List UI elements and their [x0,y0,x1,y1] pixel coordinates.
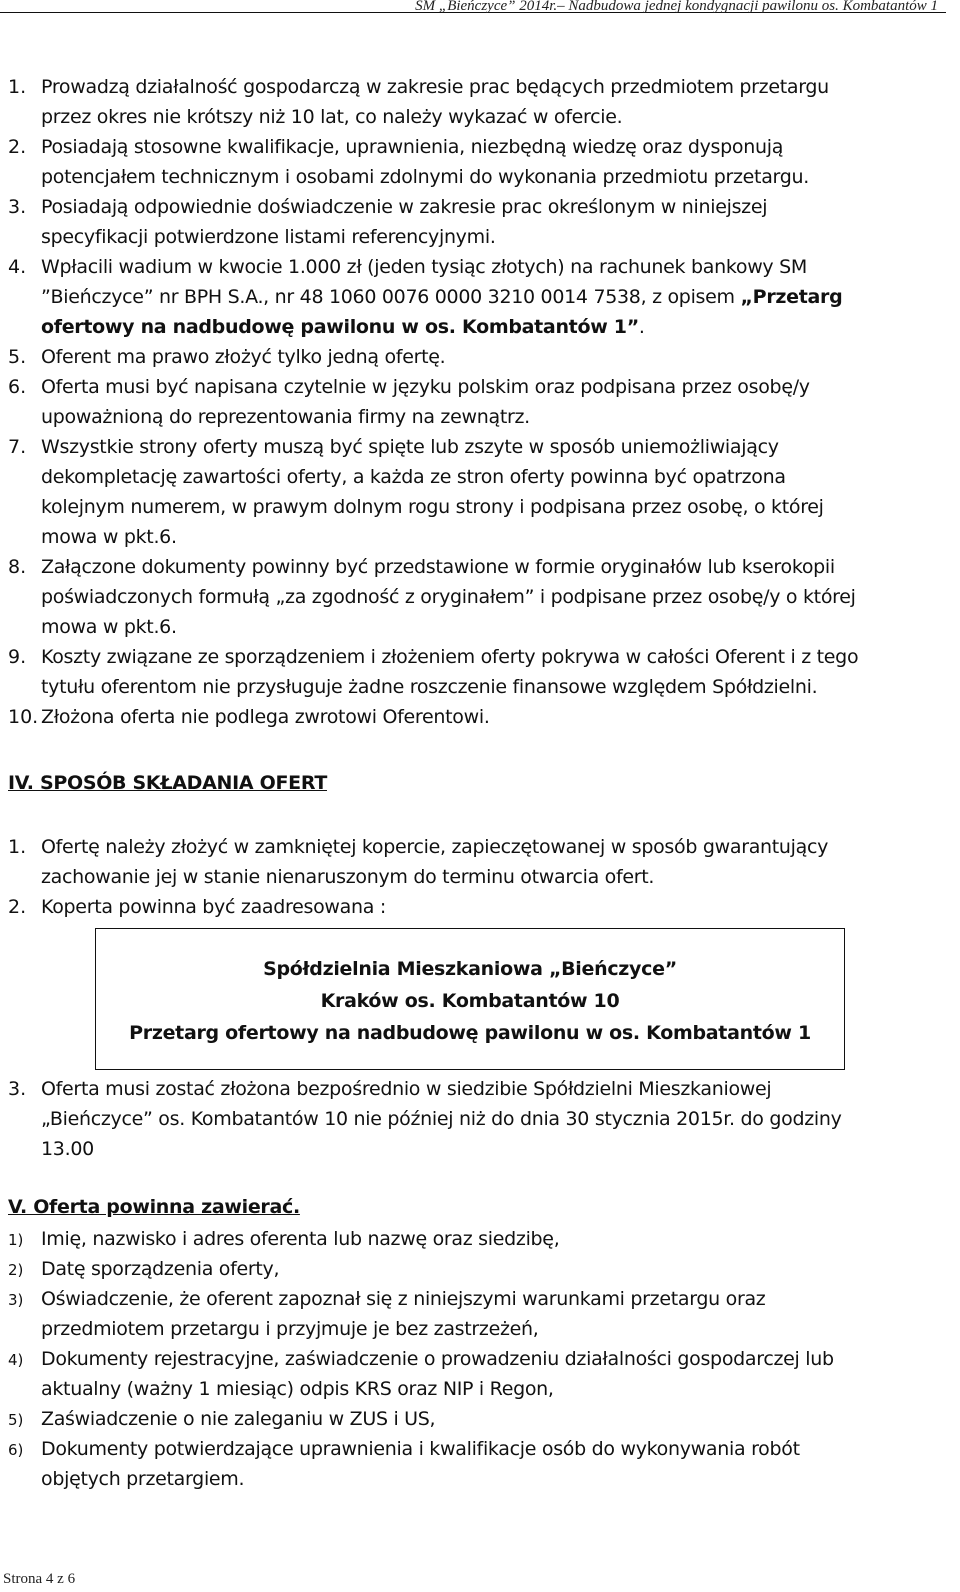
list-item: 2) Datę sporządzenia oferty, [8,1258,280,1280]
envelope-line: Przetarg ofertowy na nadbudowę pawilonu w os. Kombatantów 1 [129,1022,811,1044]
submission-list-cont [8,1074,933,1164]
list-item: 1. Prowadzą działalność gospodarczą w zakresie prac będących przedmiotem przetargu przez okres nie krótszy niż 10 lat, co należy wykazać w ofercie. [8,76,829,128]
list-item: 2. Posiadają stosowne kwalifikacje, uprawnienia, niezbędną wiedzę oraz dysponują potencjałem technicznym i osobami zdolnymi do wykonania przedmiotu przetargu. [8,136,809,188]
list-item: 4) Dokumenty rejestracyjne, zaświadczenie o prowadzeniu działalności gospodarczej lub aktualny (ważny 1 miesiąc) odpis KRS oraz NIP i Regon, [8,1348,834,1400]
list-item: 5) Zaświadczenie o nie zaleganiu w ZUS i US, [8,1408,436,1430]
list-item: 10. Złożona oferta nie podlega zwrotowi Oferentowi. [8,706,490,728]
list-item: 1. Ofertę należy złożyć w zamkniętej kopercie, zapieczętowanej w sposób gwarantujący zachowanie jej w stanie nienaruszonym do terminu otwarcia ofert. [8,836,829,888]
list-item: 3. Posiadają odpowiednie doświadczenie w zakresie prac określonym w niniejszej specyfikacji potwierdzone listami referencyjnymi. [8,196,768,248]
list-item: 4. Wpłacili wadium w kwocie 1.000 zł (jeden tysiąc złotych) na rachunek bankowy SM ”Bieńczyce” nr BPH S.A., nr 48 1060 0076 0000 3210 0014 7538, z opisem „Przetarg ofertowy na nadbudowę pawilonu w os. Kombatantów 1”. [8,256,843,338]
list-item: 6) Dokumenty potwierdzające uprawnienia i kwalifikacje osób do wykonywania robót objętych przetargiem. [8,1438,800,1490]
page-header [0,0,946,13]
list-item: 7. Wszystkie strony oferty muszą być spięte lub zszyte w sposób uniemożliwiający dekompletację zawartości oferty, a każda ze stron oferty powinna być opatrzona kolejnym numerem, w prawym dolnym rogu strony i podpisana przez osobę, o której mowa w pkt.6. [8,436,824,548]
section-heading-iv: IV. SPOSÓB SKŁADANIA OFERT [8,772,327,794]
list-item: 2. Koperta powinna być zaadresowana : [8,896,386,918]
list-item: 6. Oferta musi być napisana czytelnie w języku polskim oraz podpisana przez osobę/y upoważnioną do reprezentowania firmy na zewnątrz. [8,376,810,428]
submission-list [8,832,933,922]
header-title: SM „Bieńczyce” 2014r.– Nadbudowa jednej kondygnacji pawilonu os. Kombatantów 1 [415,0,938,14]
envelope-line: Kraków os. Kombatantów 10 [320,990,620,1012]
envelope-address-box [95,928,845,1070]
list-item: 5. Oferent ma prawo złożyć tylko jedną ofertę. [8,346,446,368]
list-item: 9. Koszty związane ze sporządzeniem i złożeniem oferty pokrywa w całości Oferent i z tego tytułu oferentom nie przysługuje żadne roszczenie finansowe względem Spółdzielni. [8,646,859,698]
list-item: 3) Oświadczenie, że oferent zapoznał się z niniejszymi warunkami przetargu oraz przedmiotem przetargu i przyjmuje je bez zastrzeżeń, [8,1288,766,1340]
envelope-line: Spółdzielnia Mieszkaniowa „Bieńczyce” [263,958,677,980]
list-item: 8. Załączone dokumenty powinny być przedstawione w formie oryginałów lub kserokopii poświadczonych formułą „za zgodność z oryginałem” i podpisane przez osobę/y o której mowa w pkt.6. [8,556,856,638]
section-heading-v: V. Oferta powinna zawierać. [8,1196,300,1218]
conditions-list [8,72,933,732]
list-item: 1) Imię, nazwisko i adres oferenta lub nazwę oraz siedzibę, [8,1228,560,1250]
page-number: Strona 4 z 6 [3,1571,76,1587]
list-item: 3. Oferta musi zostać złożona bezpośrednio w siedzibie Spółdzielni Mieszkaniowej „Bieńczyce” os. Kombatantów 10 nie później niż do dnia 30 stycznia 2015r. do godziny 13.00 [8,1078,842,1160]
offer-contents-list [8,1224,933,1494]
